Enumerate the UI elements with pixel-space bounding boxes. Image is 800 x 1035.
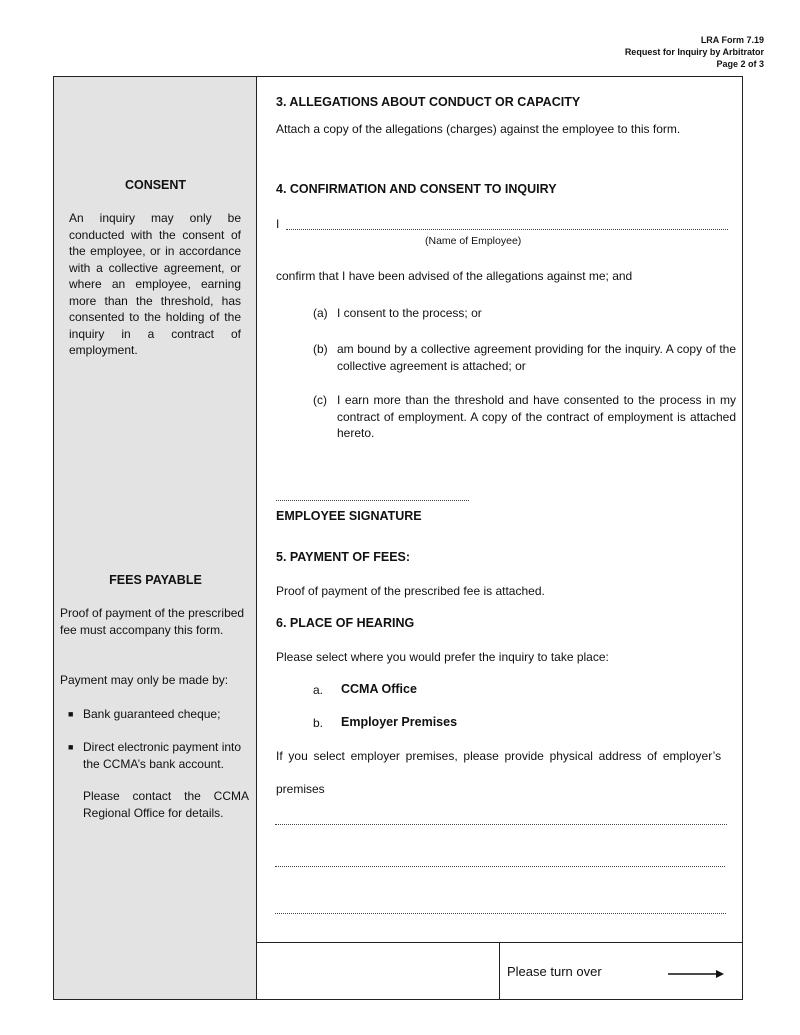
address-instruction: If you select employer premises, please provide physical address of employer’s: [276, 749, 722, 763]
address-line-3[interactable]: [275, 913, 726, 914]
place-option-b-label: b.: [313, 716, 324, 730]
fees-title: FEES PAYABLE: [109, 573, 202, 587]
bullet-bank-cheque: Bank guaranteed cheque;: [83, 707, 221, 721]
form-number: LRA Form 7.19: [700, 35, 764, 45]
signature-field[interactable]: [276, 500, 469, 501]
option-b-text: am bound by a collective agreement providing for the inquiry. A copy of the collective agreement is attached; or: [337, 342, 736, 373]
option-a-text: I consent to the process; or: [337, 306, 482, 320]
footer-cell-divider: [499, 942, 500, 1000]
payment-intro: Payment may only be made by:: [60, 673, 229, 687]
right-arrow-icon: [668, 969, 724, 979]
form-header: [625, 34, 764, 70]
consent-text: An inquiry may only be conducted with the consent of the employee, or in accordance with a collective agreement, or where an employee, earning more than the threshold, has consented to the holding of the inquiry in a contract of employment.: [69, 211, 241, 357]
bullet-electronic-payment: Direct electronic payment into the CCMA’s bank account.: [83, 740, 242, 771]
option-a-label: (a): [313, 306, 328, 320]
address-line-2[interactable]: [275, 866, 725, 867]
confirm-text: confirm that I have been advised of the allegations against me; and: [276, 269, 633, 283]
section5-text: Proof of payment of the prescribed fee is attached.: [276, 584, 545, 598]
address-line-1[interactable]: [275, 824, 727, 825]
employer-premises-option[interactable]: Employer Premises: [341, 715, 458, 729]
form-title: Request for Inquiry by Arbitrator: [624, 47, 764, 57]
fees-text: Proof of payment of the prescribed fee must accompany this form.: [60, 606, 245, 637]
place-option-a-label: a.: [313, 683, 324, 697]
section4-heading: 4. CONFIRMATION AND CONSENT TO INQUIRY: [276, 182, 557, 196]
name-prefix: I: [276, 217, 280, 231]
ccma-office-option[interactable]: CCMA Office: [341, 682, 417, 696]
option-c-text: I earn more than the threshold and have consented to the process in my contract of employment. A copy of the contract of employment is attached hereto.: [337, 393, 736, 440]
section6-heading: 6. PLACE OF HEARING: [276, 616, 415, 630]
option-c-label: (c): [313, 393, 327, 407]
employee-name-field[interactable]: [286, 229, 728, 230]
section5-heading: 5. PAYMENT OF FEES:: [276, 550, 411, 564]
section6-text: Please select where you would prefer the inquiry to take place:: [276, 650, 609, 664]
option-b-label: (b): [313, 342, 328, 356]
bullet-icon: ■: [68, 742, 74, 752]
turn-over-label: Please turn over: [507, 964, 602, 979]
consent-title: CONSENT: [124, 178, 187, 192]
name-caption: (Name of Employee): [425, 235, 522, 247]
signature-label: EMPLOYEE SIGNATURE: [276, 509, 422, 523]
section3-heading: 3. ALLEGATIONS ABOUT CONDUCT OR CAPACITY: [276, 95, 581, 109]
bullet-icon: ■: [68, 709, 74, 719]
page-number: Page 2 of 3: [716, 59, 764, 69]
section3-text: Attach a copy of the allegations (charges) against the employee to this form.: [276, 122, 681, 136]
address-instruction-end: premises: [276, 782, 325, 796]
footer-divider: [257, 942, 743, 943]
contact-note: Please contact the CCMA Regional Office for details.: [83, 789, 249, 820]
